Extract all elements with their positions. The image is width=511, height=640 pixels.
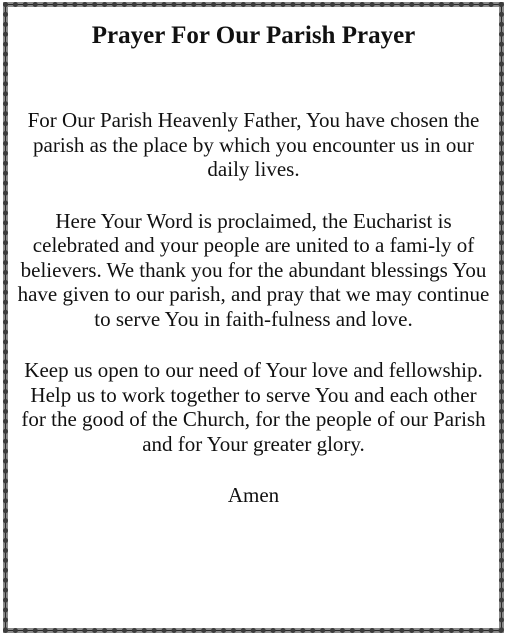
prayer-paragraph-1: For Our Parish Heavenly Father, You have chosen the parish as the place by which you encounter us in our daily lives. — [27, 108, 480, 181]
prayer-paragraph-3: Keep us open to our need of Your love and fellowship. Help us to work together to serve You and each other for the good of the Church, for the people of our Parish and for Your greater glory. — [21, 358, 486, 456]
prayer-card — [16, 13, 491, 622]
prayer-closing: Amen — [227, 483, 280, 507]
decorative-border — [3, 2, 504, 633]
prayer-title: Prayer For Our Parish Prayer — [91, 22, 416, 49]
prayer-paragraph-2: Here Your Word is proclaimed, the Eucharist is celebrated and your people are united to a fami-ly of believers. We thank you for the abundant blessings You have given to our parish, and pray that we may continue to serve You in faith-fulness and love. — [17, 208, 490, 331]
